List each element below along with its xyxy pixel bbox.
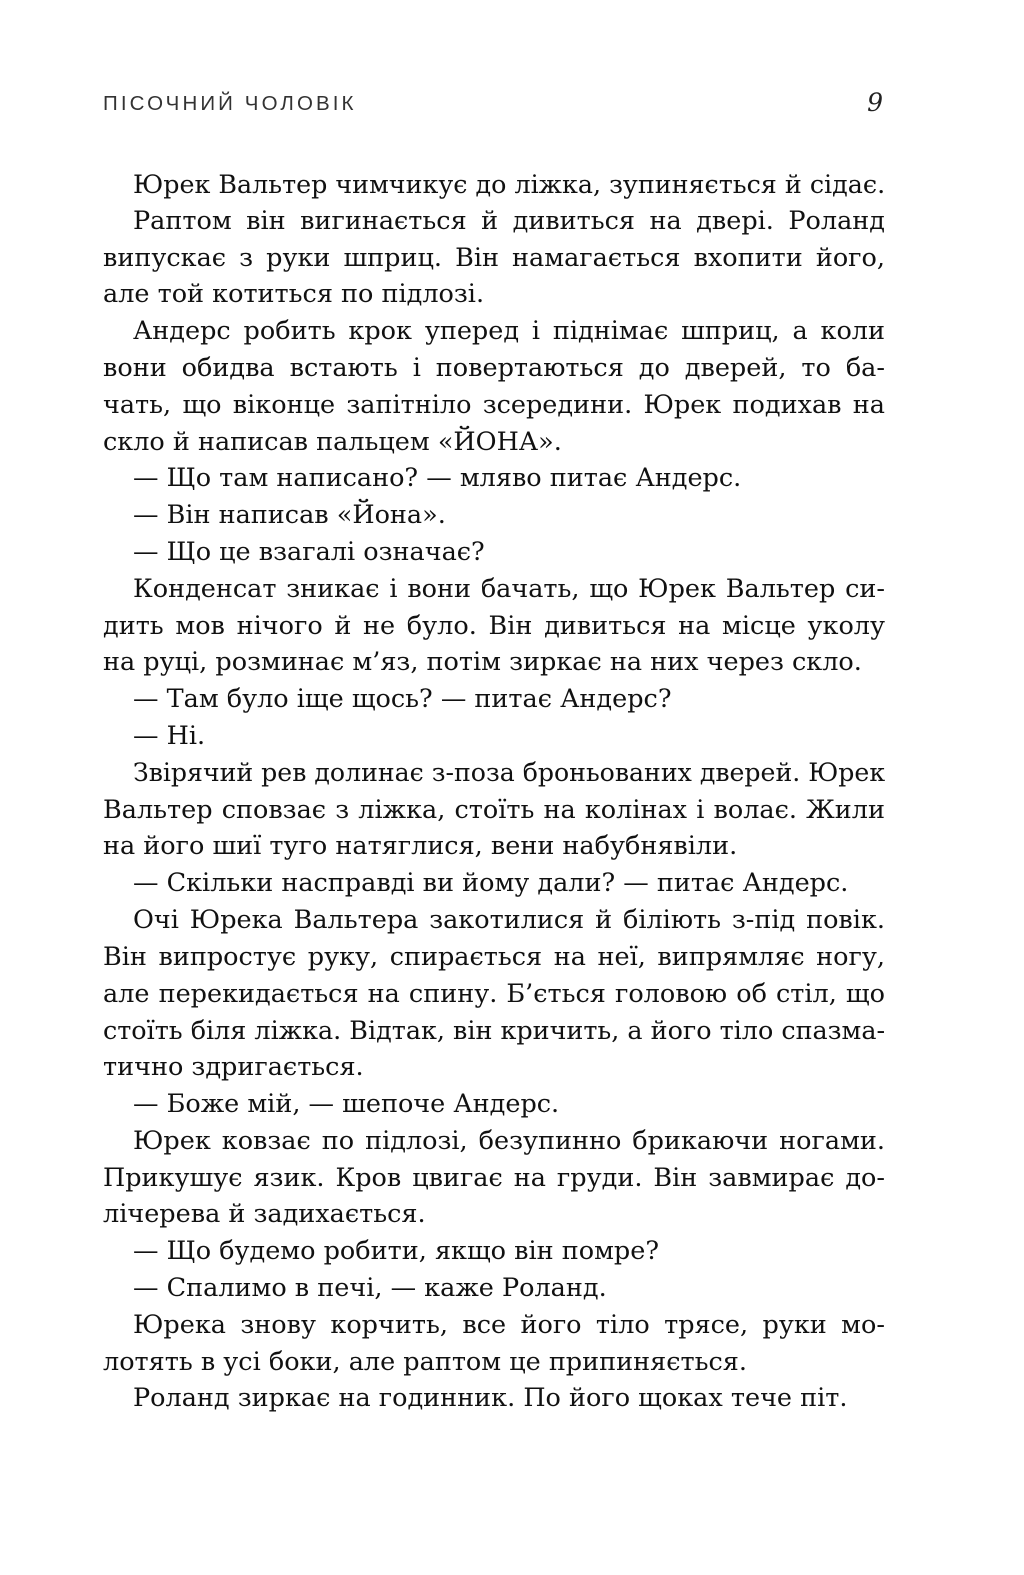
text-line: на його шиї туго натяглися, вени набубнявіли. <box>103 831 738 862</box>
text-line: лічерева й задихається. <box>103 1199 426 1230</box>
text-line: — Що це взагалі означає? <box>133 536 485 567</box>
text-line: Він випростує руку, спирається на неї, випрямляє ногу, <box>103 941 885 972</box>
text-line: — Що будемо робити, якщо він помре? <box>133 1236 660 1267</box>
text-line: — Там було іще щось? — питає Андерс? <box>133 684 672 715</box>
text-line: тично здригається. <box>103 1052 364 1083</box>
text-line: — Боже мій, — шепоче Андерс. <box>133 1088 560 1119</box>
page-number: 9 <box>867 88 883 117</box>
text-line: Очі Юрека Вальтера закотилися й білiють з-під повік. <box>133 904 885 935</box>
body-text <box>103 166 885 1417</box>
text-line: — Що там написано? — мляво питає Андерс. <box>133 463 742 494</box>
text-line: стоїть біля ліжка. Відтак, він кричить, а його тіло спазма- <box>103 1015 886 1046</box>
text-line: Звірячий рев долинає з-поза броньованих дверей. Юрек <box>133 757 886 787</box>
text-line: Юрека знову корчить, все його тіло трясе, руки мо- <box>133 1309 885 1340</box>
text-line: але перекидається на спину. Б’ється головою об стіл, що <box>103 978 885 1009</box>
text-line: Прикушує язик. Кров цвигає на груди. Він завмирає до- <box>103 1162 885 1193</box>
text-line: Юрек ковзає по підлозі, безупинно брикаючи ногами. <box>133 1125 885 1156</box>
text-line: — Спалимо в печі, — каже Роланд. <box>133 1272 607 1303</box>
running-title: ПІСОЧНИЙ ЧОЛОВІК <box>103 92 357 115</box>
text-line: лотять в усі боки, але раптом це припиняється. <box>103 1346 747 1377</box>
text-line: Роланд зиркає на годинник. По його щоках тече піт. <box>133 1383 848 1414</box>
text-line: вони обидва встають і повертаються до дверей, то ба- <box>103 352 885 383</box>
text-line: Раптом він вигинається й дивиться на двері. Роланд <box>133 205 885 236</box>
text-line: Андерс робить крок уперед і піднімає шприц, а коли <box>133 316 885 347</box>
text-line: — Він написав «Йона». <box>133 500 446 531</box>
running-head <box>103 88 885 122</box>
text-line: — Ні. <box>133 720 206 751</box>
text-line: але той котиться по підлозі. <box>103 279 485 310</box>
text-line: Вальтер сповзає з ліжка, стоїть на колінах і волає. Жили <box>103 794 885 825</box>
text-line: — Скільки насправді ви йому дали? — питає Андерс. <box>133 868 849 899</box>
text-line: Конденсат зникає і вони бачать, що Юрек Вальтер си- <box>133 573 885 604</box>
text-line: чать, що віконце запітніло зсередини. Юрек подихав на <box>103 389 885 420</box>
text-line: дить мов нічого й не було. Він дивиться на місце уколу <box>103 610 885 641</box>
text-line: Юрек Вальтер чимчикує до ліжка, зупиняється й сідає. <box>133 169 886 199</box>
text-line: скло й написав пальцем «ЙОНА». <box>103 426 562 457</box>
text-line: випускає з руки шприц. Він намагається вхопити його, <box>103 242 885 273</box>
text-line: на руці, розминає м’яз, потім зиркає на них через скло. <box>103 647 862 678</box>
